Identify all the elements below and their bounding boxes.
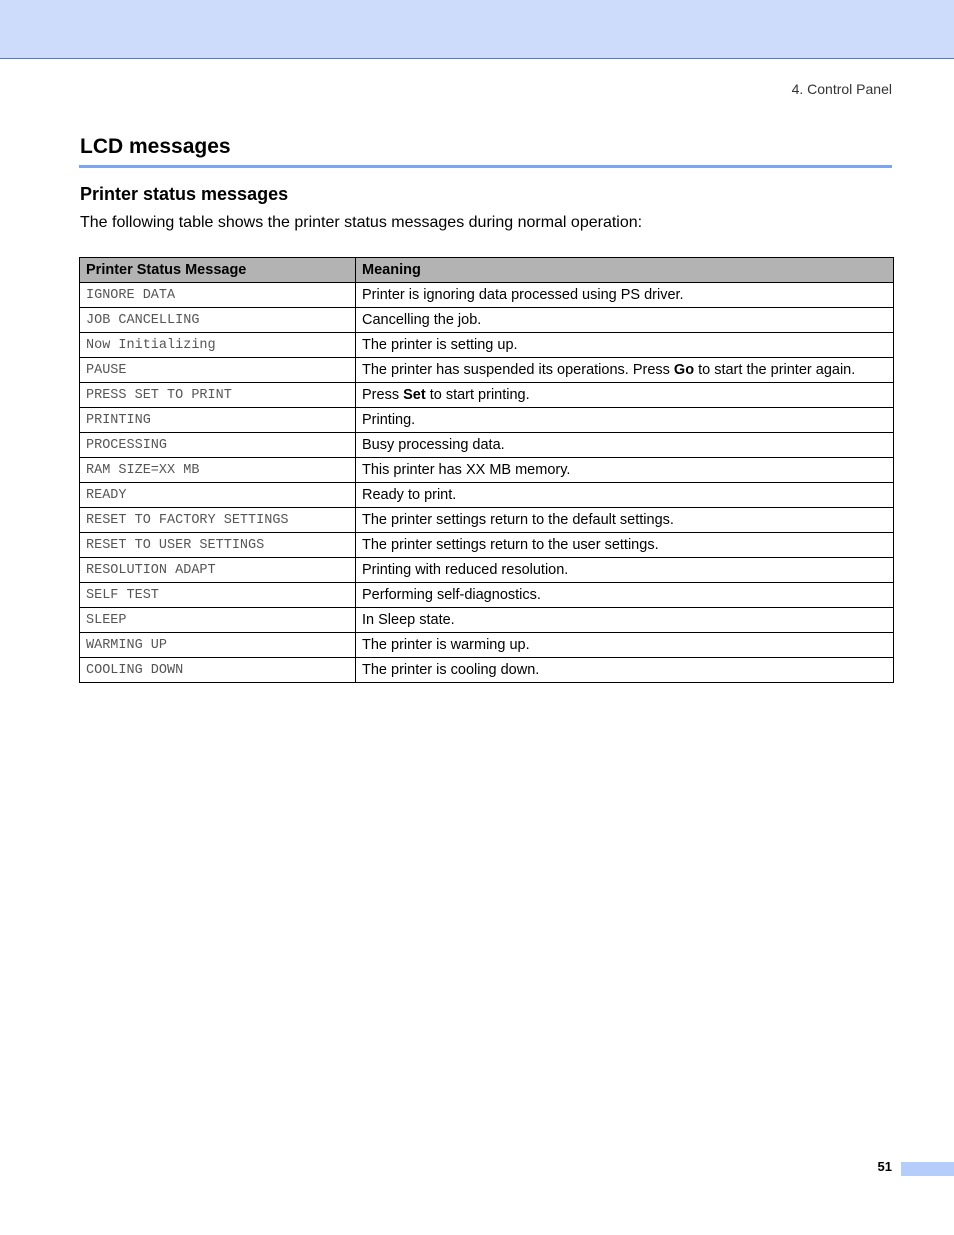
- table-row: [80, 533, 894, 558]
- meaning-text: The printer has suspended its operations. Press: [362, 362, 674, 378]
- status-message: PROCESSING: [80, 433, 356, 458]
- meaning-text: Press: [362, 387, 404, 403]
- header-band: [0, 0, 954, 59]
- status-meaning: Ready to print.: [356, 483, 894, 508]
- meaning-text: to start the printer again.: [694, 362, 856, 378]
- status-message: PRINTING: [80, 408, 356, 433]
- meaning-text: to start printing.: [425, 387, 530, 403]
- status-message: PRESS SET TO PRINT: [80, 383, 356, 408]
- table-row: [80, 633, 894, 658]
- status-meaning: The printer is cooling down.: [356, 658, 894, 683]
- table-row: [80, 433, 894, 458]
- go-button-name: Go: [673, 362, 695, 378]
- status-message: RESOLUTION ADAPT: [80, 558, 356, 583]
- page-tab-marker: [901, 1162, 954, 1176]
- status-meaning: The printer is setting up.: [356, 333, 894, 358]
- status-meaning: [356, 358, 894, 383]
- status-message: IGNORE DATA: [80, 283, 356, 308]
- status-meaning: [356, 383, 894, 408]
- status-message: RESET TO USER SETTINGS: [80, 533, 356, 558]
- status-meaning: Busy processing data.: [356, 433, 894, 458]
- table-row: [80, 383, 894, 408]
- table-row: [80, 283, 894, 308]
- status-meaning: The printer is warming up.: [356, 633, 894, 658]
- subsection-title: Printer status messages: [80, 184, 289, 204]
- table-row: [80, 308, 894, 333]
- table-row: [80, 358, 894, 383]
- status-meaning: This printer has XX MB memory.: [356, 458, 894, 483]
- table-row: [80, 608, 894, 633]
- status-message: JOB CANCELLING: [80, 308, 356, 333]
- table-row: [80, 558, 894, 583]
- set-button-name: Set: [403, 387, 426, 403]
- status-meaning: Cancelling the job.: [356, 308, 894, 333]
- section-title: LCD messages: [80, 135, 231, 158]
- status-message: RAM SIZE=XX MB: [80, 458, 356, 483]
- status-message: RESET TO FACTORY SETTINGS: [80, 508, 356, 533]
- table-row: [80, 408, 894, 433]
- column-header-message: Printer Status Message: [80, 258, 356, 283]
- status-message: WARMING UP: [80, 633, 356, 658]
- table-header-row: [80, 258, 894, 283]
- status-message: SELF TEST: [80, 583, 356, 608]
- table-row: [80, 508, 894, 533]
- intro-paragraph: The following table shows the printer status messages during normal operation:: [80, 214, 643, 231]
- status-meaning: Printer is ignoring data processed using PS driver.: [356, 283, 894, 308]
- table-row: [80, 333, 894, 358]
- table-row: [80, 458, 894, 483]
- status-meaning: The printer settings return to the user settings.: [356, 533, 894, 558]
- chapter-header: 4. Control Panel: [791, 81, 892, 97]
- status-meaning: Printing.: [356, 408, 894, 433]
- table-row: [80, 483, 894, 508]
- status-meaning: In Sleep state.: [356, 608, 894, 633]
- title-underline: [79, 165, 892, 168]
- table-row: [80, 583, 894, 608]
- page-number: 51: [877, 1159, 892, 1174]
- status-message: Now Initializing: [80, 333, 356, 358]
- table-row: [80, 658, 894, 683]
- status-message: READY: [80, 483, 356, 508]
- status-meaning: Printing with reduced resolution.: [356, 558, 894, 583]
- status-meaning: Performing self-diagnostics.: [356, 583, 894, 608]
- printer-status-table: [79, 257, 894, 683]
- status-message: PAUSE: [80, 358, 356, 383]
- status-meaning: The printer settings return to the default settings.: [356, 508, 894, 533]
- status-message: COOLING DOWN: [80, 658, 356, 683]
- column-header-meaning: Meaning: [356, 258, 894, 283]
- status-message: SLEEP: [80, 608, 356, 633]
